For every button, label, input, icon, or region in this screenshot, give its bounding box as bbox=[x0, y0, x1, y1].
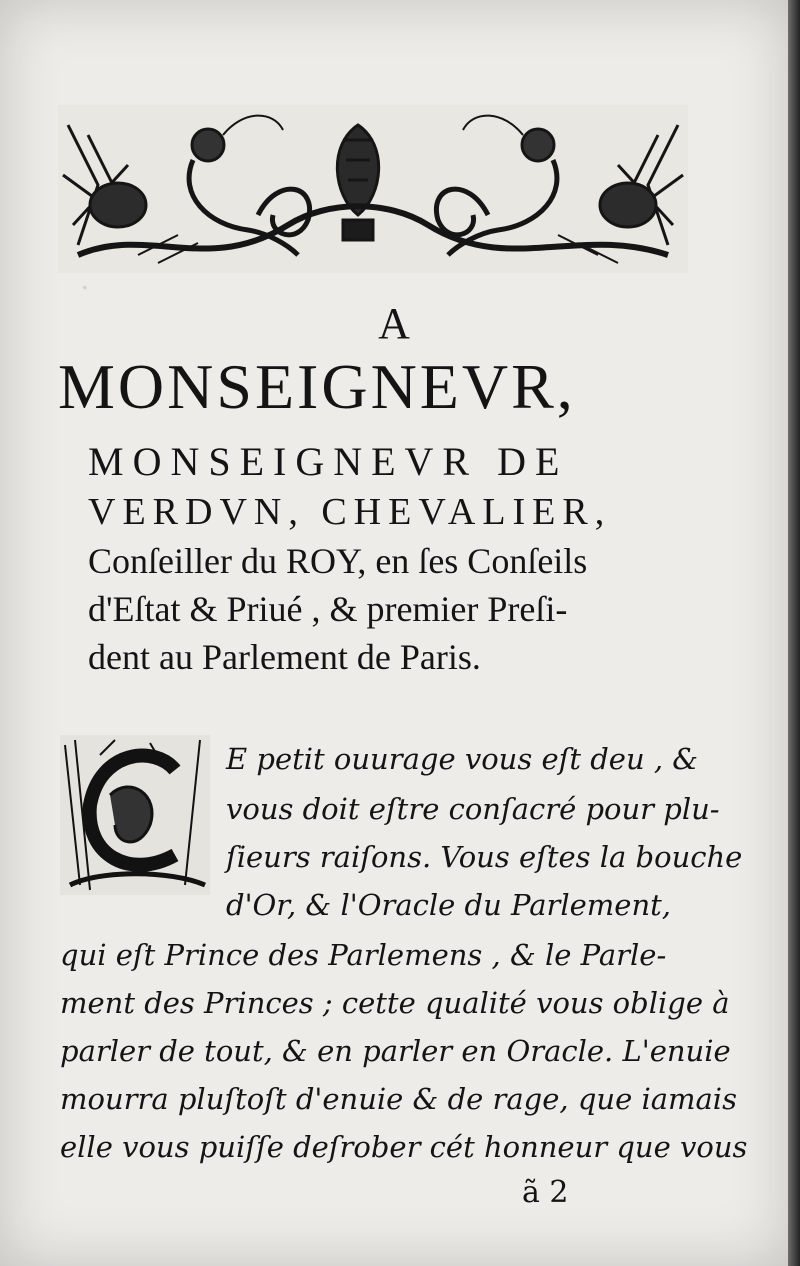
body-line-9: elle vous puiſſe deſrober cét honneur que vous bbox=[60, 1130, 748, 1164]
page-edge-shadow bbox=[788, 0, 800, 1266]
signature-mark: ã 2 bbox=[522, 1175, 569, 1210]
body-line-2: vous doit eſtre conſacré pour plu- bbox=[226, 792, 720, 826]
body-line-8: mourra pluſtoſt d'enuie & de rage, que iamais bbox=[60, 1082, 737, 1116]
body-line-7: parler de tout, & en parler en Oracle. L'enuie bbox=[60, 1034, 731, 1068]
body-line-5: qui eſt Prince des Parlemens , & le Parle- bbox=[60, 938, 667, 972]
addressee-title: MONSEIGNEVR, bbox=[58, 351, 576, 422]
bleed-through-text: . bbox=[80, 262, 90, 297]
dropcap-initial-c bbox=[60, 735, 210, 895]
body-line-6: ment des Princes ; cette qualité vous oblige à bbox=[60, 986, 730, 1020]
body-line-1: E petit ouurage vous eſt deu , & bbox=[226, 742, 699, 776]
title-line-4: Conſeiller du ROY, en ſes Conſeils bbox=[88, 541, 588, 581]
title-line-2: MONSEIGNEVR DE bbox=[88, 439, 569, 484]
dedication-to: A bbox=[378, 299, 412, 348]
body-line-4: d'Or, & l'Oracle du Parlement, bbox=[226, 888, 671, 922]
title-line-3: VERDVN, CHEVALIER, bbox=[88, 491, 612, 533]
body-line-3: ſieurs raiſons. Vous eſtes la bouche bbox=[226, 840, 743, 874]
title-line-5: d'Eſtat & Priué , & premier Preſi- bbox=[88, 589, 568, 629]
woodcut-headpiece bbox=[58, 105, 688, 273]
title-line-6: dent au Parlement de Paris. bbox=[88, 637, 481, 677]
